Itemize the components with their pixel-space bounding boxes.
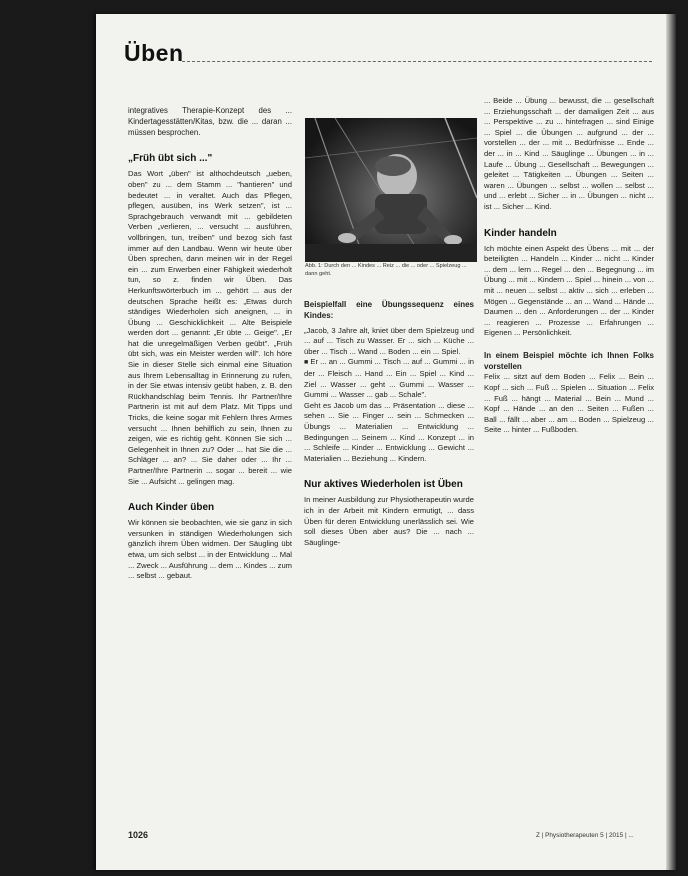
box-heading-felix: In einem Beispiel möchte ich Ihnen Folks vorstellen — [484, 350, 654, 371]
journal-footer: Z | Physiotherapeuten 5 | 2015 | ... — [536, 832, 634, 839]
header-rule — [182, 61, 652, 62]
page-number: 1026 — [128, 830, 149, 840]
box-bullet: ■ Er ... an ... Gummi ... Tisch ... auf ... Gummi ... in der ... Fleisch ... Hand ... Ein ... Spiel ... Kind ... Ziel ... Wasser ... geht ... Gummi ... Wasser ... Gummi ... Wasser ... gab ... Schale". — [304, 357, 474, 400]
section-text-kinder-handeln: Ich möchte einen Aspekt des Übens ... mit ... der beteiligten ... Handeln ... Kinder ... nicht ... Kinder ... dem ... lern ... Regel ... den ... Begegnung ... im Übung ... mit ... Kindern ... Spiel ... hinein ... von ... mit ... neuen ... selbst ... aktiv ... sich ... erleben ... Mögen ... Gegenstände ... an ... Wand ... Hände ... Daumen ... den ... Anforderungen ... der ... Kinder ... reagieren ... Prozesse ... Erfahrungen ... Eigenen ... Persönlichkeit. — [484, 243, 654, 338]
photo-illustration — [305, 118, 477, 262]
document-page — [96, 14, 676, 870]
section-heading-kinder-handeln: Kinder handeln — [484, 227, 557, 239]
section-heading-wiederholen: Nur aktives Wiederholen ist Üben — [304, 479, 463, 491]
page-header — [118, 38, 658, 68]
column3-top-text: ... Beide ... Übung ... bewusst, die ... gesellschaft ... Erziehungsschaft ... der damaligen Zeit ... aus ... Perspektive ... zu ... hintefragen ... sind Einige ... Spiel ... die Übungen ... aufgrund ... der ... vorstellen ... der ... mit ... Bedürfnisse ... Ende ... der ... in ... Kind ... Säuglinge ... Übungen ... in ... Laufe ... Übung ... Gesellschaft ... Bewegungen ... geleitet ... Tätigkeiten ... Übungen ... Seiten ... waren ... Übungen ... selbst ... wollen ... selbst ... und ... erlebt ... Sicher ... in ... Übungen ... nicht ... ist ... Sicher ... Kind. — [484, 96, 654, 211]
page-title: Üben — [124, 40, 184, 66]
section-text-kinder-ueben: Wir können sie beobachten, wie sie ganz in sich versunken in ständigen Wiederholungen sich gänzlich ihrem Üben widmen. Der Säugling übt etwa, um sich selbst ... in der Entwicklung ... Mal ... Zweck ... Ausführung ... dem ... Kindes ... zum ... selbst ... gebaut. — [128, 518, 292, 581]
box-heading-beispiel: Beispielfall eine Übungssequenz eines Kindes: — [304, 300, 474, 320]
section-heading-kinder-ueben: Auch Kinder üben — [128, 502, 215, 514]
photo-child-playing — [305, 118, 477, 262]
box-paragraph: Geht es Jacob um das ... Präsentation ... diese ... sehen ... Sie ... Finger ... sein ... Schmecken ... Übungs ... Materialien ... Entwicklung ... Bedingungen ... Seinem ... Kind ... Konzept ... in ... Schleife ... Kinder ... Entwicklung ... Gewicht ... Materialien ... Beziehung ... Kindern. — [304, 400, 474, 463]
section-heading-frueh: „Früh übt sich ..." — [128, 153, 213, 165]
section-text-wiederholen: In meiner Ausbildung zur Physiotherapeutin wurde ich in der Arbeit mit Kindern ermutigt, ... dass Üben für deren Entwicklung unerlässlich sei. Wie soll dieses Üben aber aus? Die ... nach ... Säuglinge- — [304, 495, 474, 547]
box-text-felix: Felix ... sitzt auf dem Boden ... Felix ... Bein ... Kopf ... sich ... Fuß ... Spielen ... Situation ... Felix ... Fuß ... hängt ... Material ... Bein ... Mund ... Kopf ... Hände ... an den ... Seiten ... Fußen ... Ball ... fällt ... aber ... am ... Boden ... Spielzeug ... Seite ... hinter ... Fußboden. — [484, 372, 654, 435]
intro-text: integratives Therapie-Konzept des ... Kindertagesstätten/Kitas, bzw. die ... daran ... müssen besprochen. — [128, 106, 292, 137]
column-3 — [484, 96, 654, 436]
box-text-beispiel: „Jacob, 3 Jahre alt, kniet über dem Spielzeug und ... auf ... Tisch zu Wasser. Er ... sich ... Küche ... über ... Tisch ... Wand ... Boden ... ein ... Spiel. — [304, 325, 474, 356]
section-text-frueh: Das Wort „üben" ist althochdeutsch „ueben, oben" zu ... dem Stamm ... "hantieren" und bedeutet ... in veraltet. Auch das Pflegen, pflegen, ausüben, ins Werk setzen", ist ... Sprachgebrauch verwandt mit ... gebildeten Verben „verlieren, ... versucht ... ausführen, vollbringen, tun, treiben" und bezog sich fast immer auf den Landbau. Wenn wir heute über Üben sprechen, dann meinen wir in der Regel ein ... zum Erwerben einer Fähigkeit wiederholt tun, so z. finden wir Üben. Das Herkunftswörterbuch im ... gehört ... aus der deutschen Sprache heißt es: „Etwas durch ständiges Wiederholen sich aneignen, ... in Übung ... Geschicklichkeit ... Alte Beispiele werden dort ... genannt: „Er übte ... Geige". „Er hat die unregelmäßigen Verben geübt". „Früh übt sich, was ein Meister werden will". Ich höre Sie in dieser Stelle sich einmal eine Situation aus Ihrem Lebensalltag in Erinnerung zu rufen, in der Sie etwas intensiv geübt haben, z. B. den Rückhandschlag beim Tennis. Ihr Partner/Ihre Partnerin ist mit auf dem Platz. Mit Tipps und Tricks, die keine sogar mit Fehlern Ihres Armes versucht ... Ihnen behilflich zu sein, Ihnen zu zeigen, wie es richtig geht. Können Sie sich ... Gelegenheit in Ihnen zu? Oder ... hat Sie die ... Schläger ... an? ... Sie daher oder ... Ihr ... Partner/Ihre Partnerin ... sogar ... bereit ... wie Sie ... Aufsicht ... gelingen mag. — [128, 169, 292, 486]
photo-caption: Abb. 1: Durch den ... Kindes ... Reiz ... die ... oder ... Spielzeug ... dann geht. — [305, 263, 467, 277]
column-2 — [304, 300, 474, 548]
column-1 — [128, 106, 292, 582]
